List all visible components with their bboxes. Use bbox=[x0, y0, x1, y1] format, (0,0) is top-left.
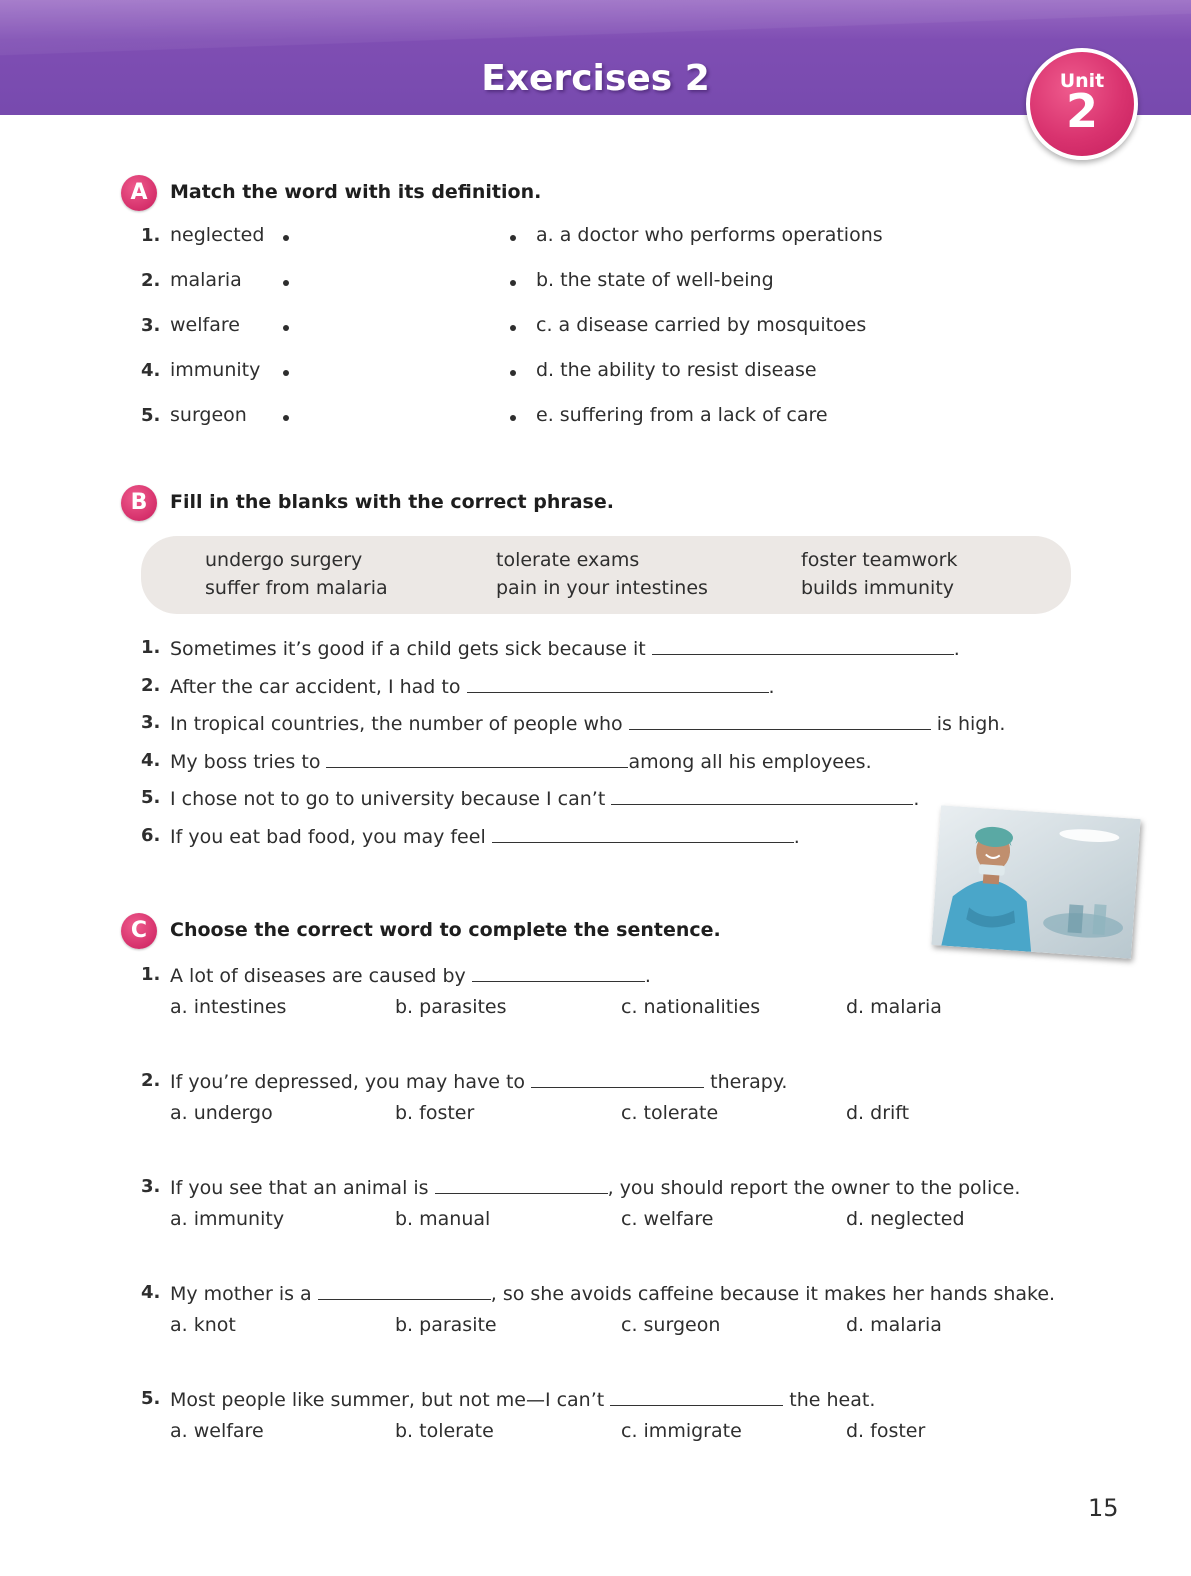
fill-sentence-before: I chose not to go to university because I can’t bbox=[170, 788, 612, 810]
match-word-number: 2. bbox=[141, 270, 161, 291]
phrase-item: tolerate exams bbox=[496, 549, 640, 571]
choice-option[interactable]: d. malaria bbox=[846, 1314, 942, 1336]
phrase-item: undergo surgery bbox=[205, 549, 363, 571]
fill-sentence bbox=[170, 636, 960, 660]
phrase-item: suffer from malaria bbox=[205, 577, 388, 599]
choice-option[interactable]: d. neglected bbox=[846, 1208, 965, 1230]
fill-sentence-blank[interactable] bbox=[629, 711, 931, 730]
page-number: 15 bbox=[1088, 1494, 1119, 1522]
fill-sentence-blank[interactable] bbox=[326, 749, 628, 768]
header-stripe bbox=[0, 0, 1191, 58]
fill-sentence-before: After the car accident, I had to bbox=[170, 676, 467, 698]
fill-item-number: 5. bbox=[141, 787, 161, 808]
choice-option[interactable]: b. parasites bbox=[395, 996, 507, 1018]
match-definition: e. suffering from a lack of care bbox=[536, 404, 828, 426]
section-c-badge: C bbox=[121, 913, 157, 949]
match-word-dot[interactable] bbox=[283, 415, 289, 421]
fill-sentence-after: . bbox=[793, 826, 800, 848]
choice-option[interactable]: b. manual bbox=[395, 1208, 491, 1230]
match-definition-dot[interactable] bbox=[510, 235, 516, 241]
fill-sentence-blank[interactable] bbox=[492, 824, 794, 843]
choice-sentence-after: . bbox=[644, 965, 651, 987]
choice-option[interactable]: c. tolerate bbox=[621, 1102, 719, 1124]
choice-sentence-blank[interactable] bbox=[318, 1281, 491, 1300]
section-a-badge: A bbox=[121, 175, 157, 211]
fill-sentence-before: My boss tries to bbox=[170, 751, 327, 773]
choice-item-number: 5. bbox=[141, 1388, 161, 1409]
choice-sentence-blank[interactable] bbox=[531, 1069, 704, 1088]
unit-label: Unit bbox=[1059, 70, 1105, 92]
page-title: Exercises 2 bbox=[481, 58, 710, 99]
fill-sentence bbox=[170, 711, 1005, 735]
choice-option[interactable]: d. drift bbox=[846, 1102, 910, 1124]
choice-sentence-after: , so she avoids caffeine because it makes her hands shake. bbox=[490, 1283, 1056, 1305]
surgeon-photo bbox=[931, 805, 1140, 959]
section-b-badge: B bbox=[121, 485, 157, 521]
match-definition: b. the state of well-being bbox=[536, 269, 774, 291]
choice-option[interactable]: b. foster bbox=[395, 1102, 475, 1124]
choice-sentence bbox=[170, 963, 651, 987]
choice-option[interactable]: c. surgeon bbox=[621, 1314, 721, 1336]
choice-item-number: 3. bbox=[141, 1176, 161, 1197]
match-word-number: 5. bbox=[141, 405, 161, 426]
match-definition-dot[interactable] bbox=[510, 370, 516, 376]
fill-item-number: 6. bbox=[141, 825, 161, 846]
fill-sentence-before: If you eat bad food, you may feel bbox=[170, 826, 492, 848]
choice-option[interactable]: c. nationalities bbox=[621, 996, 761, 1018]
unit-badge bbox=[1026, 48, 1138, 160]
choice-sentence-before: Most people like summer, but not me—I can’t bbox=[170, 1389, 611, 1411]
choice-option[interactable]: d. malaria bbox=[846, 996, 942, 1018]
header-banner bbox=[0, 0, 1191, 115]
choice-option[interactable]: a. undergo bbox=[170, 1102, 273, 1124]
match-word: surgeon bbox=[170, 404, 247, 426]
fill-sentence-after: is high. bbox=[930, 713, 1006, 735]
match-word-dot[interactable] bbox=[283, 235, 289, 241]
match-definition: a. a doctor who performs operations bbox=[536, 224, 883, 246]
choice-option[interactable]: a. immunity bbox=[170, 1208, 285, 1230]
surgeon-illustration bbox=[931, 805, 1140, 959]
fill-sentence-before: In tropical countries, the number of people who bbox=[170, 713, 629, 735]
fill-sentence-blank[interactable] bbox=[652, 636, 954, 655]
fill-sentence-blank[interactable] bbox=[611, 786, 913, 805]
fill-sentence-after: . bbox=[953, 638, 960, 660]
choice-item-number: 1. bbox=[141, 964, 161, 985]
choice-sentence-after: the heat. bbox=[783, 1389, 876, 1411]
match-word-number: 4. bbox=[141, 360, 161, 381]
fill-sentence bbox=[170, 749, 872, 773]
fill-item-number: 4. bbox=[141, 750, 161, 771]
match-word: immunity bbox=[170, 359, 261, 381]
match-word-number: 1. bbox=[141, 225, 161, 246]
phrase-item: builds immunity bbox=[801, 577, 955, 599]
fill-sentence-after: . bbox=[768, 676, 775, 698]
match-word-dot[interactable] bbox=[283, 325, 289, 331]
fill-sentence bbox=[170, 674, 775, 698]
fill-sentence-blank[interactable] bbox=[467, 674, 769, 693]
unit-number: 2 bbox=[1065, 84, 1098, 138]
match-word-number: 3. bbox=[141, 315, 161, 336]
section-b-title: Fill in the blanks with the correct phrase. bbox=[170, 491, 614, 513]
phrase-bank bbox=[141, 536, 1071, 614]
match-definition-dot[interactable] bbox=[510, 415, 516, 421]
choice-sentence bbox=[170, 1387, 875, 1411]
choice-sentence-before: If you’re depressed, you may have to bbox=[170, 1071, 532, 1093]
phrase-item: pain in your intestines bbox=[496, 577, 708, 599]
match-word: neglected bbox=[170, 224, 265, 246]
fill-item-number: 2. bbox=[141, 675, 161, 696]
choice-option[interactable]: d. foster bbox=[846, 1420, 926, 1442]
choice-sentence-before: If you see that an animal is bbox=[170, 1177, 435, 1199]
fill-sentence-after: . bbox=[913, 788, 920, 810]
choice-sentence-after: , you should report the owner to the police. bbox=[607, 1177, 1021, 1199]
match-definition: c. a disease carried by mosquitoes bbox=[536, 314, 867, 336]
fill-sentence-before: Sometimes it’s good if a child gets sick because it bbox=[170, 638, 652, 660]
choice-sentence bbox=[170, 1281, 1055, 1305]
fill-sentence-after: among all his employees. bbox=[628, 751, 872, 773]
phrase-item: foster teamwork bbox=[801, 549, 958, 571]
match-definition-dot[interactable] bbox=[510, 325, 516, 331]
choice-option[interactable]: a. intestines bbox=[170, 996, 287, 1018]
choice-sentence-blank[interactable] bbox=[435, 1175, 608, 1194]
section-c-title: Choose the correct word to complete the sentence. bbox=[170, 919, 721, 941]
choice-option[interactable]: a. knot bbox=[170, 1314, 236, 1336]
fill-item-number: 3. bbox=[141, 712, 161, 733]
choice-sentence-after: therapy. bbox=[704, 1071, 788, 1093]
choice-option[interactable]: b. tolerate bbox=[395, 1420, 494, 1442]
match-word-dot[interactable] bbox=[283, 280, 289, 286]
choice-sentence bbox=[170, 1175, 1020, 1199]
match-word: welfare bbox=[170, 314, 240, 336]
choice-option[interactable]: c. welfare bbox=[621, 1208, 714, 1230]
section-a-title: Match the word with its definition. bbox=[170, 181, 542, 203]
choice-option[interactable]: a. welfare bbox=[170, 1420, 264, 1442]
fill-item-number: 1. bbox=[141, 637, 161, 658]
choice-sentence-before: A lot of diseases are caused by bbox=[170, 965, 472, 987]
match-definition: d. the ability to resist disease bbox=[536, 359, 817, 381]
fill-sentence bbox=[170, 824, 800, 848]
match-definition-dot[interactable] bbox=[510, 280, 516, 286]
choice-sentence-before: My mother is a bbox=[170, 1283, 318, 1305]
choice-item-number: 4. bbox=[141, 1282, 161, 1303]
choice-option[interactable]: c. immigrate bbox=[621, 1420, 742, 1442]
choice-option[interactable]: b. parasite bbox=[395, 1314, 497, 1336]
match-word-dot[interactable] bbox=[283, 370, 289, 376]
choice-sentence-blank[interactable] bbox=[472, 963, 645, 982]
choice-sentence bbox=[170, 1069, 787, 1093]
choice-item-number: 2. bbox=[141, 1070, 161, 1091]
fill-sentence bbox=[170, 786, 919, 810]
match-word: malaria bbox=[170, 269, 242, 291]
choice-sentence-blank[interactable] bbox=[610, 1387, 783, 1406]
